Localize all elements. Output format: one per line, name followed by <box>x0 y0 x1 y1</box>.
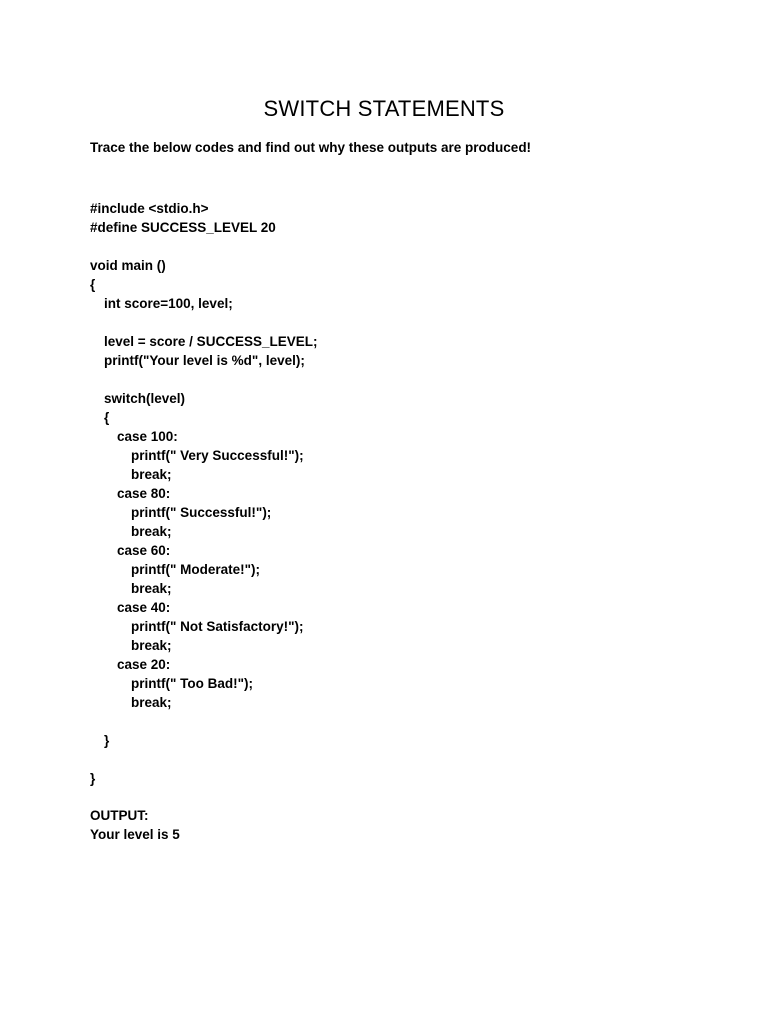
code-line: printf(" Not Satisfactory!"); <box>131 619 304 634</box>
code-line: { <box>90 277 96 292</box>
code-line <box>90 313 317 332</box>
code-line: printf("Your level is %d", level); <box>104 353 305 368</box>
code-line: } <box>90 771 96 786</box>
page-title: SWITCH STATEMENTS <box>263 96 505 121</box>
code-line <box>90 237 317 256</box>
code-line: break; <box>131 467 172 482</box>
output-value: Your level is 5 <box>90 827 180 842</box>
code-line: printf(" Successful!"); <box>131 505 272 520</box>
code-line: #include <stdio.h> <box>90 201 209 216</box>
code-line: case 80: <box>117 486 171 501</box>
code-line: break; <box>131 695 172 710</box>
instruction-text: Trace the below codes and find out why these outputs are produced! <box>90 140 532 155</box>
code-line: #define SUCCESS_LEVEL 20 <box>90 220 276 235</box>
code-line: case 40: <box>117 600 171 615</box>
code-line <box>90 712 317 731</box>
code-listing <box>90 199 317 788</box>
code-line <box>90 750 317 769</box>
code-line: break; <box>131 524 172 539</box>
code-line: break; <box>131 581 172 596</box>
code-line: case 20: <box>117 657 171 672</box>
code-line: break; <box>131 638 172 653</box>
code-line: void main () <box>90 258 166 273</box>
code-line: int score=100, level; <box>104 296 233 311</box>
output-label: OUTPUT: <box>90 808 149 823</box>
output-section <box>90 806 180 844</box>
code-line: printf(" Moderate!"); <box>131 562 261 577</box>
code-line: level = score / SUCCESS_LEVEL; <box>104 334 318 349</box>
code-line: case 60: <box>117 543 171 558</box>
code-line: } <box>104 733 110 748</box>
code-line <box>90 370 317 389</box>
code-line: printf(" Very Successful!"); <box>131 448 304 463</box>
code-line: switch(level) <box>104 391 186 406</box>
code-line: case 100: <box>117 429 178 444</box>
code-line: { <box>104 410 110 425</box>
code-line: printf(" Too Bad!"); <box>131 676 254 691</box>
